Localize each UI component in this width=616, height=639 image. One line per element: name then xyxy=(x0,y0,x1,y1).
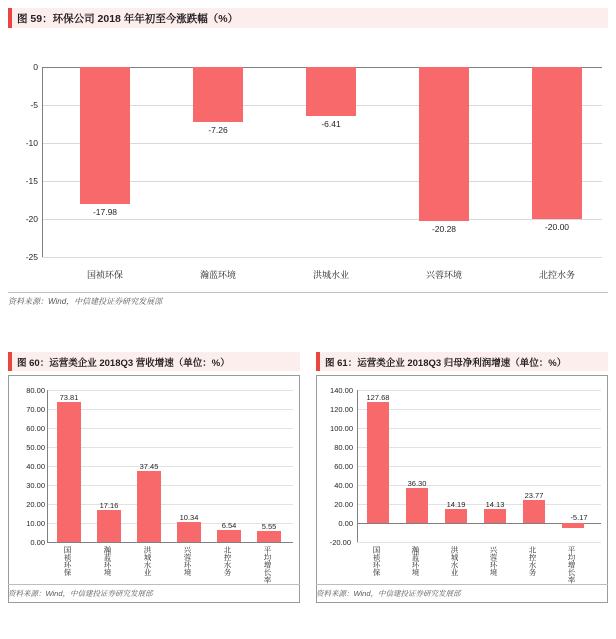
y-tick-label: 30.00 xyxy=(26,481,45,490)
gridline xyxy=(47,409,293,410)
y-tick-label: -15 xyxy=(25,176,38,186)
y-tick-label: -5 xyxy=(30,100,38,110)
chart-59-plot xyxy=(8,34,608,286)
bar-value-label: 127.68 xyxy=(366,393,390,402)
y-axis-line xyxy=(42,67,43,257)
bar-value-label: -6.41 xyxy=(321,119,341,129)
bar-value-label: 23.77 xyxy=(524,491,544,500)
category-label: 洪城水业 xyxy=(143,546,152,576)
bar-value-label: 37.45 xyxy=(139,462,159,471)
chart-61-source: 资料来源：Wind，中信建投证券研究发展部 xyxy=(316,589,461,598)
category-label: 北控水务 xyxy=(223,546,232,576)
y-tick-label: 10.00 xyxy=(26,519,45,528)
bar-value-label: -20.00 xyxy=(544,222,570,232)
category-label: 国祯环保 xyxy=(86,270,123,280)
chart-59-panel xyxy=(8,8,608,306)
bar-value-label: 14.13 xyxy=(485,500,505,509)
category-label: 北控水务 xyxy=(538,270,575,280)
gridline xyxy=(357,409,601,410)
y-tick-label: 120.00 xyxy=(330,405,353,414)
bar-xingrong xyxy=(484,509,506,523)
bar-hanlan xyxy=(193,67,243,122)
y-tick-label: -20 xyxy=(25,214,38,224)
y-tick-label: 20.00 xyxy=(334,500,353,509)
category-label: 洪城水业 xyxy=(450,546,459,576)
bar-beikong xyxy=(217,530,241,542)
chart-61-title: 图 61：运营类企业 2018Q3 归母净利润增速（单位：%） xyxy=(316,352,608,371)
chart-60-plot xyxy=(8,375,300,603)
bar-value-label: 6.54 xyxy=(221,521,237,530)
bar-hanlan xyxy=(97,510,121,542)
gridline xyxy=(42,257,602,258)
gridline xyxy=(357,542,601,543)
category-label: 平均增长率 xyxy=(263,546,272,584)
bar-value-label: -20.28 xyxy=(431,224,457,234)
bar-value-label: -7.26 xyxy=(208,125,228,135)
chart-60-source: 资料来源：Wind，中信建投证券研究发展部 xyxy=(8,589,153,598)
gridline xyxy=(42,219,602,220)
y-tick-label: -10 xyxy=(25,138,38,148)
gridline-zero xyxy=(47,542,293,543)
y-tick-label: 20.00 xyxy=(26,500,45,509)
bar-guozhen xyxy=(80,67,130,204)
chart-61-panel xyxy=(316,352,608,603)
bar-value-label: -5.17 xyxy=(570,513,588,522)
bar-value-label: 73.81 xyxy=(59,393,79,402)
bar-average xyxy=(562,523,584,528)
y-tick-label: 0.00 xyxy=(338,519,353,528)
y-tick-label: 60.00 xyxy=(334,462,353,471)
y-tick-label: 140.00 xyxy=(330,386,353,395)
bar-value-label: 14.19 xyxy=(446,500,466,509)
chart-60-title: 图 60：运营类企业 2018Q3 营收增速（单位：%） xyxy=(8,352,300,371)
divider xyxy=(8,584,300,585)
y-axis-line xyxy=(357,390,358,542)
bar-beikong xyxy=(523,500,545,523)
y-tick-label: -25 xyxy=(25,252,38,262)
bar-hongcheng xyxy=(137,471,161,542)
chart-59-source: 资料来源：Wind，中信建投证券研究发展部 xyxy=(8,297,163,306)
bar-beikong xyxy=(532,67,582,219)
gridline xyxy=(357,390,601,391)
y-tick-label: 50.00 xyxy=(26,443,45,452)
divider xyxy=(8,292,608,293)
y-tick-label: 100.00 xyxy=(330,424,353,433)
category-label: 兴蓉环境 xyxy=(183,546,192,576)
bar-guozhen xyxy=(367,402,389,523)
bar-hongcheng xyxy=(445,509,467,523)
y-tick-label: 60.00 xyxy=(26,424,45,433)
bar-hanlan xyxy=(406,488,428,523)
category-label: 国祯环保 xyxy=(63,546,72,576)
bar-value-label: 10.34 xyxy=(179,513,199,522)
y-tick-label: 80.00 xyxy=(26,386,45,395)
y-tick-label: 0.00 xyxy=(30,538,45,547)
category-label: 平均增长率 xyxy=(567,546,576,584)
y-axis-line xyxy=(47,390,48,542)
bar-xingrong xyxy=(177,522,201,542)
category-label: 兴蓉环境 xyxy=(425,270,462,280)
y-tick-label: 70.00 xyxy=(26,405,45,414)
gridline xyxy=(357,447,601,448)
category-label: 兴蓉环境 xyxy=(489,546,498,576)
chart-59-title: 图 59：环保公司 2018 年年初至今涨跌幅（%） xyxy=(8,8,608,28)
bar-hongcheng xyxy=(306,67,356,116)
chart-61-plot xyxy=(316,375,608,603)
bar-value-label: 17.16 xyxy=(99,501,119,510)
category-label: 瀚蓝环境 xyxy=(411,546,420,576)
category-label: 瀚蓝环境 xyxy=(199,270,236,280)
gridline xyxy=(357,428,601,429)
bar-value-label: 36.30 xyxy=(407,479,427,488)
y-tick-label: 80.00 xyxy=(334,443,353,452)
category-label: 洪城水业 xyxy=(312,270,349,280)
bar-xingrong xyxy=(419,67,469,221)
y-tick-label: 40.00 xyxy=(334,481,353,490)
bar-value-label: -17.98 xyxy=(92,207,118,217)
y-tick-label: 40.00 xyxy=(26,462,45,471)
bar-guozhen xyxy=(57,402,81,542)
gridline xyxy=(47,428,293,429)
divider xyxy=(316,584,608,585)
bar-average xyxy=(257,531,281,542)
bar-value-label: 5.55 xyxy=(261,522,277,531)
y-tick-label: 0 xyxy=(33,62,38,72)
category-label: 国祯环保 xyxy=(372,546,381,576)
category-label: 北控水务 xyxy=(528,546,537,576)
category-label: 瀚蓝环境 xyxy=(103,546,112,576)
gridline xyxy=(357,466,601,467)
y-tick-label: -20.00 xyxy=(329,538,351,547)
gridline xyxy=(47,447,293,448)
chart-60-panel xyxy=(8,352,300,603)
gridline xyxy=(47,390,293,391)
gridline xyxy=(47,485,293,486)
